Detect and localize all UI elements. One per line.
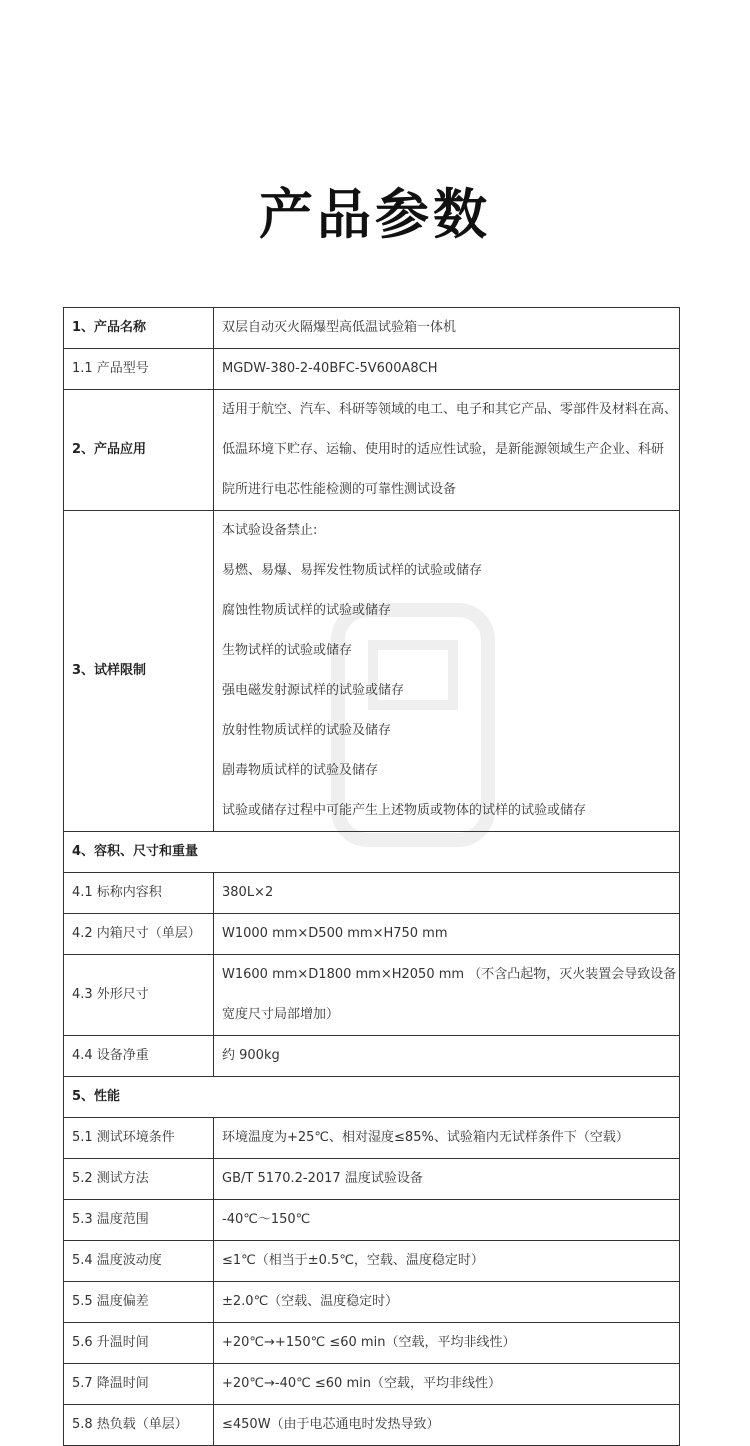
spec-value-line: W1600 mm×D1800 mm×H2050 mm （不含凸起物，灭火装置会导致设备 xyxy=(222,967,677,982)
spec-row xyxy=(64,914,680,955)
spec-value: GB/T 5170.2-2017 温度试验设备 xyxy=(214,1159,680,1200)
spec-label: 5.8 热负载（单层） xyxy=(64,1405,214,1446)
section-row xyxy=(64,1077,680,1118)
spec-value-line: 宽度尺寸局部增加） xyxy=(222,1007,340,1022)
spec-row xyxy=(64,390,680,511)
spec-label: 2、产品应用 xyxy=(64,390,214,511)
spec-row xyxy=(64,955,680,1036)
section-heading: 4、容积、尺寸和重量 xyxy=(64,832,680,873)
page-title: 产品参数 xyxy=(259,183,491,246)
spec-value-line: 腐蚀性物质试样的试验或储存 xyxy=(222,603,392,618)
spec-value-line: 剧毒物质试样的试验及储存 xyxy=(222,763,379,778)
spec-value: +20℃→+150℃ ≤60 min（空载，平均非线性） xyxy=(214,1323,680,1364)
spec-value: 380L×2 xyxy=(214,873,680,914)
spec-label: 1、产品名称 xyxy=(64,308,214,349)
spec-value: 双层自动灭火隔爆型高低温试验箱一体机 xyxy=(214,308,680,349)
spec-table xyxy=(63,307,680,1446)
spec-value: ≤450W（由于电芯通电时发热导致） xyxy=(214,1405,680,1446)
spec-value-line: 强电磁发射源试样的试验或储存 xyxy=(222,683,405,698)
spec-row xyxy=(64,511,680,832)
spec-value-line: 易燃、易爆、易挥发性物质试样的试验或储存 xyxy=(222,563,483,578)
spec-row xyxy=(64,1118,680,1159)
spec-row xyxy=(64,1282,680,1323)
spec-row xyxy=(64,349,680,390)
section-heading: 5、性能 xyxy=(64,1077,680,1118)
spec-label: 5.2 测试方法 xyxy=(64,1159,214,1200)
spec-label: 4.3 外形尺寸 xyxy=(64,955,214,1036)
spec-value: 环境温度为+25℃、相对湿度≤85%、试验箱内无试样条件下（空载） xyxy=(214,1118,680,1159)
spec-value-line: 试验或储存过程中可能产生上述物质或物体的试样的试验或储存 xyxy=(222,803,587,818)
spec-value-line: 本试验设备禁止: xyxy=(222,523,318,538)
spec-value: 约 900kg xyxy=(214,1036,680,1077)
spec-value-line: 低温环境下贮存、运输、使用时的适应性试验，是新能源领域生产企业、科研 xyxy=(222,442,665,457)
spec-value: +20℃→-40℃ ≤60 min（空载，平均非线性） xyxy=(214,1364,680,1405)
spec-label: 5.5 温度偏差 xyxy=(64,1282,214,1323)
spec-row xyxy=(64,1200,680,1241)
spec-value: -40℃～150℃ xyxy=(214,1200,680,1241)
spec-label: 5.4 温度波动度 xyxy=(64,1241,214,1282)
spec-row xyxy=(64,1323,680,1364)
spec-row xyxy=(64,1241,680,1282)
section-row xyxy=(64,832,680,873)
spec-label: 5.7 降温时间 xyxy=(64,1364,214,1405)
spec-row xyxy=(64,1036,680,1077)
spec-value xyxy=(214,955,680,1036)
spec-row xyxy=(64,1364,680,1405)
spec-row xyxy=(64,1159,680,1200)
spec-value xyxy=(214,390,680,511)
spec-row xyxy=(64,1405,680,1446)
spec-label: 5.6 升温时间 xyxy=(64,1323,214,1364)
spec-value-line: 生物试样的试验或储存 xyxy=(222,643,353,658)
spec-value: ±2.0℃（空载、温度稳定时） xyxy=(214,1282,680,1323)
spec-value: W1000 mm×D500 mm×H750 mm xyxy=(214,914,680,955)
spec-value: MGDW-380-2-40BFC-5V600A8CH xyxy=(214,349,680,390)
spec-label: 4.1 标称内容积 xyxy=(64,873,214,914)
spec-label: 5.3 温度范围 xyxy=(64,1200,214,1241)
spec-label: 4.4 设备净重 xyxy=(64,1036,214,1077)
spec-value-line: 适用于航空、汽车、科研等领域的电工、电子和其它产品、零部件及材料在高、 xyxy=(222,402,678,417)
spec-value: ≤1℃（相当于±0.5℃，空载、温度稳定时） xyxy=(214,1241,680,1282)
spec-value xyxy=(214,511,680,832)
spec-row xyxy=(64,308,680,349)
spec-value-line: 院所进行电芯性能检测的可靠性测试设备 xyxy=(222,482,457,497)
spec-label: 5.1 测试环境条件 xyxy=(64,1118,214,1159)
spec-label: 3、试样限制 xyxy=(64,511,214,832)
spec-label: 4.2 内箱尺寸（单层） xyxy=(64,914,214,955)
spec-label: 1.1 产品型号 xyxy=(64,349,214,390)
spec-value-line: 放射性物质试样的试验及储存 xyxy=(222,723,392,738)
spec-row xyxy=(64,873,680,914)
